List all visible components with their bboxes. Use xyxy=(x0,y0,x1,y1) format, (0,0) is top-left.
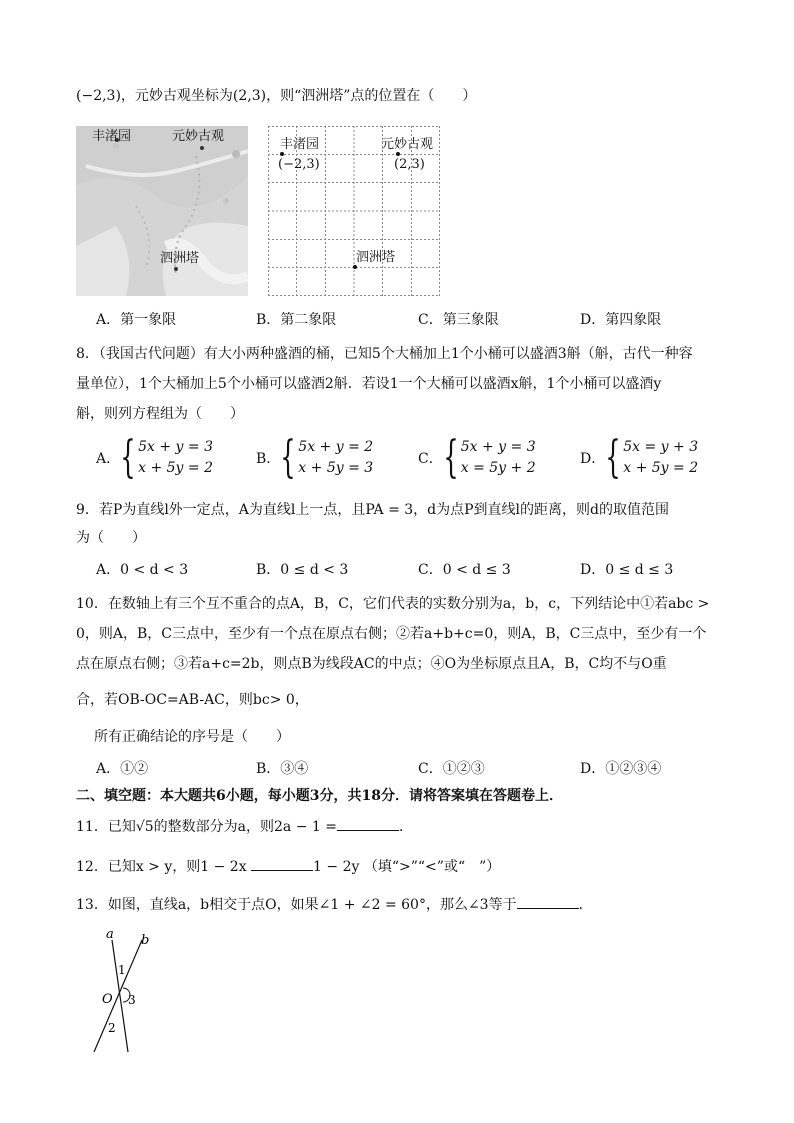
q12-text xyxy=(76,856,500,877)
q8-option-b-label: B． xyxy=(256,451,281,467)
brace-icon: { xyxy=(443,432,459,483)
q11-end: ． xyxy=(398,819,413,835)
q7-option-a[interactable]: A．第一象限 xyxy=(96,312,177,328)
q8-line-1: 8．（我国古代问题）有大小两种盛酒的桶，已知5个大桶加上1个小桶可以盛酒3斛（斛，古代一种容 xyxy=(76,346,693,362)
label-angle-2: 2 xyxy=(108,1021,116,1035)
coordinate-grid xyxy=(268,126,440,296)
q7-option-d[interactable]: D．第四象限 xyxy=(580,312,662,328)
q8-option-b[interactable] xyxy=(256,432,374,483)
q9-option-b[interactable]: B．0 ≤ d < 3 xyxy=(256,562,349,578)
q10-line-3: 点在原点右侧；③若a+c=2b，则点B为线段AC的中点；④O为坐标原点且A，B，C均不与O重 xyxy=(76,656,667,672)
q10-line-1: 10．在数轴上有三个互不重合的点A，B，C，它们代表的实数分别为a，b，c，下列结论中①若abc > xyxy=(76,596,710,612)
label-a: a xyxy=(106,928,114,942)
q10-option-c[interactable]: C．①②③ xyxy=(418,761,485,777)
q10-line-2: 0，则A，B，C三点中，至少有一个点在原点右侧；②若a+b+c=0，则A，B，C三点中，至少有一个 xyxy=(76,626,707,642)
q12-end: 1 − 2y （填“>”“<”或“ ”） xyxy=(313,859,501,875)
q9-line-1: 9．若P为直线l外一定点，A为直线l上一点，且PA = 3，d为点P到直线l的距离，则d的取值范围 xyxy=(76,502,669,518)
q7-option-b[interactable]: B．第二象限 xyxy=(256,312,337,328)
q13-answer-blank[interactable] xyxy=(517,894,579,909)
q8-option-d-eq1: 5x = y + 3 xyxy=(623,439,699,455)
q8-option-c[interactable] xyxy=(418,432,536,483)
q9-line-2: 为（ ） xyxy=(76,530,146,546)
q12-stem: 12．已知x > y，则1 − 2x xyxy=(76,859,247,875)
grid-point-a xyxy=(280,152,284,156)
q8-option-a-eq2: x + 5y = 2 xyxy=(138,460,214,476)
q13-end: ． xyxy=(578,897,593,913)
map-label-c: 泗洲塔 xyxy=(160,251,200,266)
q8-line-3: 斛，则列方程组为（ ） xyxy=(76,406,244,422)
q13-figure xyxy=(90,928,170,1054)
q10-line-5: 所有正确结论的序号是（ ） xyxy=(94,729,290,745)
q8-option-a-eq1: 5x + y = 3 xyxy=(138,439,214,455)
q10-option-a[interactable]: A．①② xyxy=(96,761,149,777)
q8-option-c-label: C． xyxy=(418,451,443,467)
q13-text xyxy=(76,894,593,915)
grid-coord-a: (−2,3) xyxy=(278,157,320,172)
q13-stem: 13．如图，直线a，b相交于点O，如果∠1 + ∠2 = 60°，那么∠3等于 xyxy=(76,897,517,913)
q12-answer-blank[interactable] xyxy=(251,856,313,871)
q10-line-4: 合，若OB-OC=AB-AC，则bc> 0， xyxy=(76,692,309,708)
q8-option-d[interactable] xyxy=(580,432,699,483)
q8-option-c-eq1: 5x + y = 3 xyxy=(460,439,536,455)
label-o: O xyxy=(102,992,113,1007)
map-label-a: 丰渚园 xyxy=(92,129,132,144)
label-angle-3: 3 xyxy=(128,993,136,1007)
section-heading: 二、填空题：本大题共6小题，每小题3分，共18分．请将答案填在答题卷上． xyxy=(76,788,563,804)
map-marker-c xyxy=(174,267,178,271)
line-a xyxy=(112,940,128,1052)
q8-option-d-label: D． xyxy=(580,451,606,467)
q11-answer-blank[interactable] xyxy=(337,816,399,831)
q9-option-d[interactable]: D．0 ≤ d ≤ 3 xyxy=(580,562,674,578)
q8-option-a-label: A． xyxy=(96,451,121,467)
label-angle-1: 1 xyxy=(118,963,126,977)
map-marker-b xyxy=(200,146,204,150)
grid-label-c: 泗洲塔 xyxy=(356,250,396,265)
label-b: b xyxy=(141,933,150,948)
brace-icon: { xyxy=(605,432,621,483)
q8-option-b-eq1: 5x + y = 2 xyxy=(298,439,374,455)
q10-option-d[interactable]: D．①②③④ xyxy=(580,761,662,777)
q9-option-a[interactable]: A．0 < d < 3 xyxy=(96,562,189,578)
brace-icon: { xyxy=(120,432,136,483)
q8-option-d-eq2: x + 5y = 2 xyxy=(623,460,699,476)
q8-option-a[interactable] xyxy=(96,432,214,483)
q11-stem: 11．已知√5的整数部分为a，则2a − 1 = xyxy=(76,819,337,835)
map-label-b: 元妙古观 xyxy=(172,129,225,144)
q11-text xyxy=(76,816,413,837)
map-photo xyxy=(76,126,248,296)
q10-option-b[interactable]: B．③④ xyxy=(256,761,309,777)
map-image xyxy=(76,126,248,296)
grid-label-b: 元妙古观 xyxy=(381,137,434,152)
q7-stem: (−2,3)，元妙古观坐标为(2,3)，则“泗洲塔”点的位置在（ ） xyxy=(76,88,477,104)
brace-icon: { xyxy=(280,432,296,483)
grid-svg xyxy=(268,126,440,296)
q8-option-c-eq2: x = 5y + 2 xyxy=(460,460,536,476)
grid-coord-b: (2,3) xyxy=(394,157,425,172)
q8-line-2: 量单位），1个大桶加上5个小桶可以盛酒2斛．若设1一个大桶可以盛酒x斛，1个小桶可以盛酒y xyxy=(76,376,662,392)
grid-label-a: 丰渚园 xyxy=(280,137,320,152)
grid-point-c xyxy=(353,265,357,269)
q8-option-b-eq2: x + 5y = 3 xyxy=(298,460,374,476)
q9-option-c[interactable]: C．0 < d ≤ 3 xyxy=(418,562,511,578)
grid-point-b xyxy=(396,152,400,156)
q7-option-c[interactable]: C．第三象限 xyxy=(418,312,499,328)
